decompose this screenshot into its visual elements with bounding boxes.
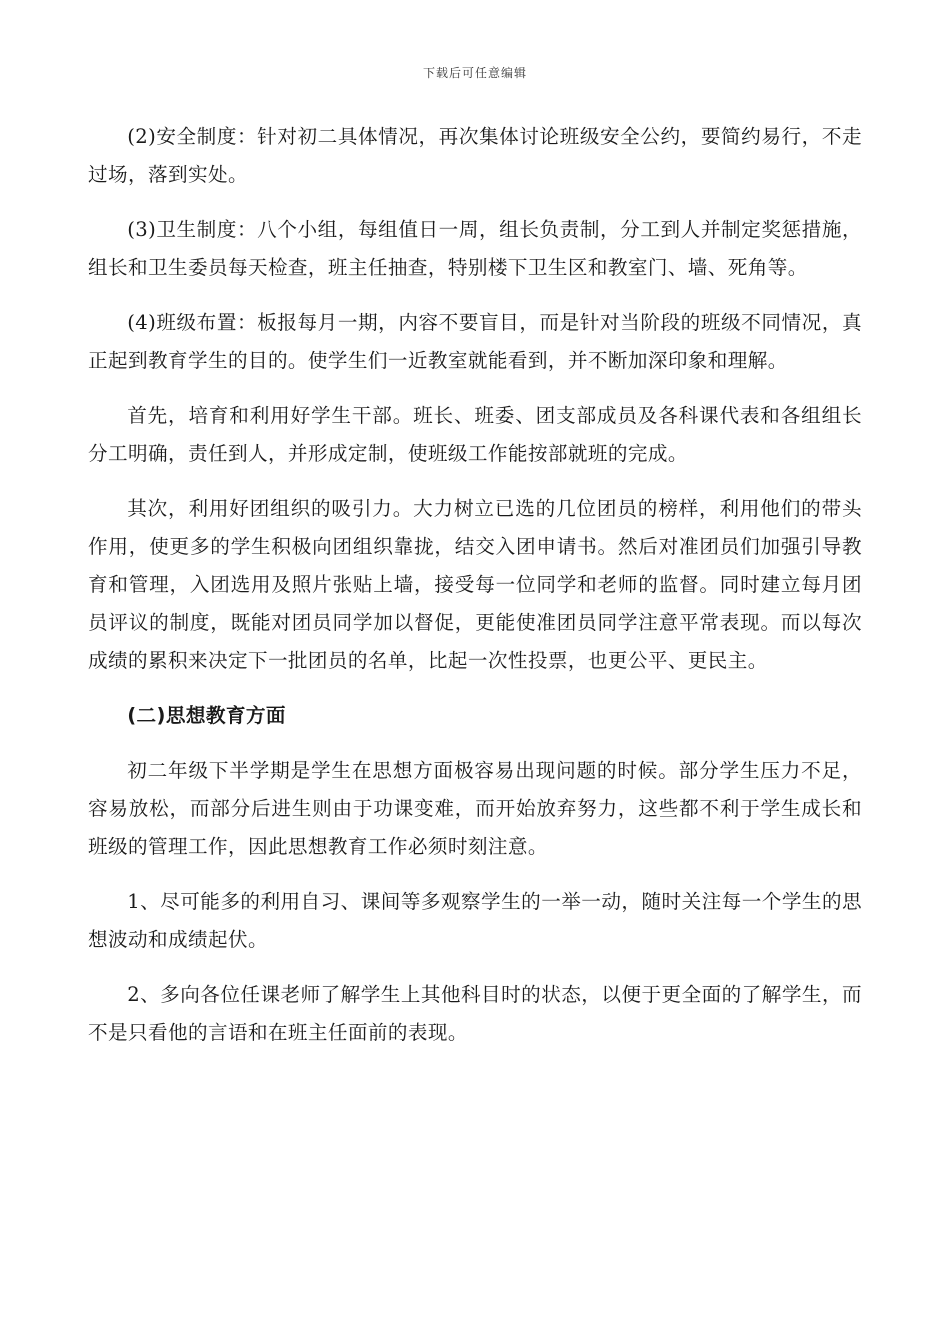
paragraph-student-cadres: 首先，培育和利用好学生干部。班长、班委、团支部成员及各科课代表和各组组长分工明确，责任到人，并形成定制，使班级工作能按部就班的完成。 [88, 404, 862, 465]
header-note: 下载后可任意编辑 [422, 66, 527, 80]
document-body [88, 118, 862, 1052]
paragraph-class-layout: (4)班级布置：板报每月一期，内容不要盲目，而是针对当阶段的班级不同情况，真正起到教育学生的目的。使学生们一近教室就能看到，并不断加深印象和理解。 [88, 311, 862, 372]
paragraph-hygiene-system: (3)卫生制度：八个小组，每组值日一周，组长负责制，分工到人并制定奖惩措施，组长和卫生委员每天检查，班主任抽查，特别楼下卫生区和教室门、墙、死角等。 [88, 218, 862, 279]
paragraph-ideological-intro: 初二年级下半学期是学生在思想方面极容易出现问题的时候。部分学生压力不足，容易放松，而部分后进生则由于功课变难，而开始放弃努力，这些都不利于学生成长和班级的管理工作，因此思想教育工作必须时刻注意。 [88, 759, 862, 858]
paragraph-safety-system: (2)安全制度：针对初二具体情况，再次集体讨论班级安全公约，要简约易行，不走过场，落到实处。 [88, 125, 862, 186]
paragraph-item-1: 1、尽可能多的利用自习、课间等多观察学生的一举一动，随时关注每一个学生的思想波动和成绩起伏。 [88, 890, 862, 951]
section-heading-ideological-education: (二)思想教育方面 [127, 704, 286, 727]
paragraph-league-organization: 其次，利用好团组织的吸引力。大力树立已选的几位团员的榜样，利用他们的带头作用，使更多的学生积极向团组织靠拢，结交入团申请书。然后对准团员们加强引导教育和管理，入团选用及照片张贴上墙，接受每一位同学和老师的监督。同时建立每月团员评议的制度，既能对团员同学加以督促，更能使准团员同学注意平常表现。而以每次成绩的累积来决定下一批团员的名单，比起一次性投票，也更公平、更民主。 [88, 497, 862, 672]
paragraph-item-2: 2、多向各位任课老师了解学生上其他科目时的状态，以便于更全面的了解学生，而不是只看他的言语和在班主任面前的表现。 [88, 983, 862, 1044]
